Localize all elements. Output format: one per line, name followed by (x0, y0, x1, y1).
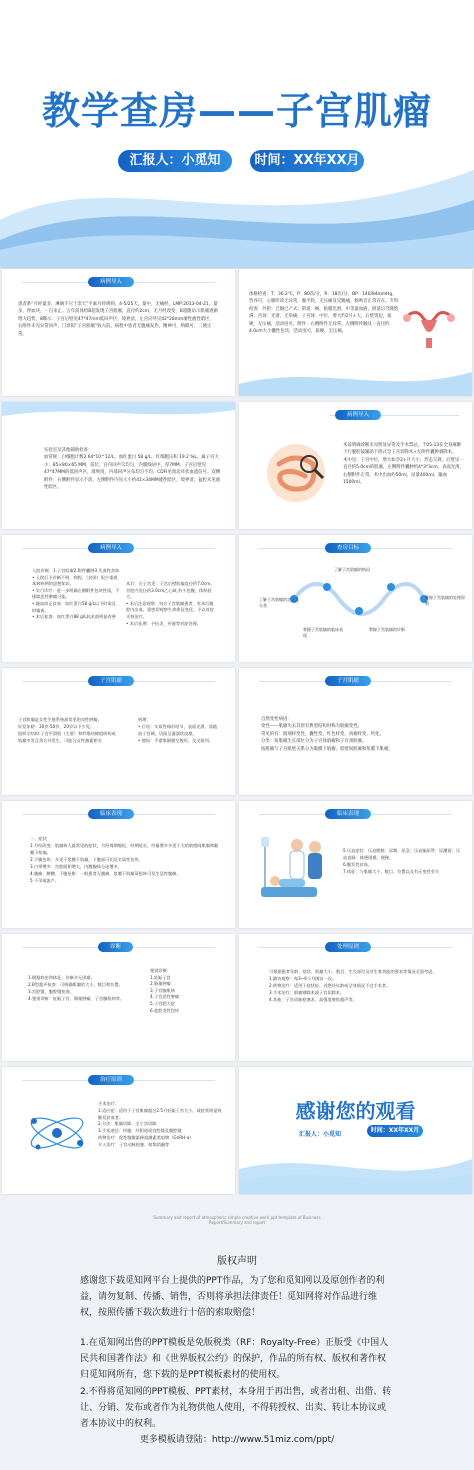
section-tag: 查房目标 (325, 543, 371, 553)
wave-decoration (0, 150, 474, 268)
slide-body: 可根据患者年龄、症状、肌瘤大小、数目、生长部位及对生育功能的要求等情况全面考虑。 1.随访观察：每3~6个月随访一次。 2.药物治疗：适用于症状轻、近绝经年龄或全身情况不宜手术者。 3.手术治疗：肌瘤剔除术或子宫切除术。 4.其他：子宫动脉栓塞术、高强度聚焦超声等。 (269, 969, 437, 1002)
slide-case-intro-3 (2, 535, 235, 662)
slide-treatment-principle (239, 934, 472, 1061)
slide-body-right: 鉴别诊断： 1.妊娠子宫 2.卵巢肿瘤 3.子宫腺肌病 4.子宫恶性肿瘤 5.子宫肥大症 6.盆腔炎性包块 (150, 968, 180, 1013)
slide-body-left: 1.根据病史和体征，诊断多无困难。 2.B型超声检查：可明确肌瘤的大小、数目和位置。 3.宫腔镜、腹腔镜检查。 4.鉴别诊断：妊娠子宫、卵巢肿瘤、子宫腺肌病等。 (28, 975, 125, 1001)
slide-body: 手术治疗： 1.适应症：适用于子宫肌瘤超过2.5月妊娠子宫大小，或症状明显致继发贫血者。 2.方法：肌瘤切除、全子宫切除 3.手术途径：经腹、经阴道或宫腔镜及腹腔镜 药物治疗：促性腺激素释放激素类似物（GnRH-a） 介入治疗：子宫动脉栓塞、射频消融等 (98, 1101, 222, 1147)
copyright-p2: 1.在觅知网出售的PPT模板是免版税类（RF：Royalty-Free）正版受《中国人民共和国著作法》和《世界版权公约》的保护，作品的所有权、版权和著作权归觅知网所有，您下载的是PPT模板素材的使用权。 (80, 1338, 389, 1380)
slide-body-right: 术后：左子宫见：子宫后壁肌瘤直径约7.0cm,宫腔内见径约3.0cm乙心缺,有小包膜，体积较大。 • 术后注意观察：符合子宫肌瘤患者，有术后腹腔内出血，需密切观察生命体征变化。予以对症支持治疗。 • 术后处理：予抗炎、补液等对症处理。 (126, 581, 214, 626)
wave-decoration (239, 364, 472, 396)
section-tag: 病例导入 (88, 543, 134, 553)
slide-exam (239, 269, 472, 396)
molecule-icon (24, 1103, 90, 1163)
wave-decoration (2, 402, 235, 422)
cover-slide (0, 0, 474, 268)
uterus-icon (399, 304, 459, 354)
thanks-time-pill: 时间：XX年XX月 (367, 1125, 423, 1137)
section-tag: 诊断 (98, 942, 133, 952)
section-tag: 处理原则 (325, 942, 371, 952)
doctor-patient-icon (257, 831, 333, 911)
slide-case-intro-2 (239, 402, 472, 529)
objective-5: 掌握子宫肌瘤的处理原则 (425, 595, 465, 606)
slide-therapy (2, 1067, 235, 1194)
objective-4: 掌握子宫肌瘤的诊断 (369, 627, 405, 632)
slide-objectives (239, 535, 472, 662)
copyright-title: 版权声明 (217, 1256, 257, 1267)
slide-fibroid-1 (2, 668, 235, 795)
slide-body-right: 病理： • 巨检：实质性球形结节，表面光滑，质地较子宫硬，切面呈漩涡状纹理。 • 镜检：平滑肌细胞呈梭形，交叉排列。 (138, 717, 218, 743)
section-tag: 临床表现 (88, 809, 134, 819)
slide-clinical-1 (2, 801, 235, 928)
section-tag: 病例导入 (88, 277, 134, 287)
section-tag: 临床表现 (325, 809, 371, 819)
slide-body: 自然变性病因： 变性——肌瘤失去其原有典型结构时称为肌瘤变性。 常见的有：玻璃样变性，囊性变，红色样变，肉瘤样变，钙化。 分类：按肌瘤生长部位分为子宫体肌瘤和子宫颈肌瘤。 按肌瘤与子宫肌壁关系分为黏膜下肌瘤、肌壁间肌瘤和浆膜下肌瘤。 (261, 717, 393, 752)
slide-fibroid-2 (239, 668, 472, 795)
section-tag: 子宫肌瘤 (88, 676, 134, 686)
objective-2: 了解子宫肌瘤的病因 (334, 567, 370, 572)
objectives-path (289, 579, 429, 619)
slide-diagnosis (2, 934, 235, 1061)
slide-body-left: 入院诊断：1.子宫肌瘤2.附件囊肿3.失血性贫血 • 入院后予诊断不明，病程、（贫困）很少重视本病病例的思想知识。 • 实行诊疗：进一步明确左侧附件包块性质，不排除恶性肿瘤可能。 • 输血纠正贫血：血红蛋白58 g/L以下时需及时输血。 • 术后复查：血红蛋白88 g/L较术前明显改善 (32, 568, 120, 620)
slide-body-left: 子宫肌瘤是女性生殖系统最常见的良性肿瘤。 好发年龄：30岁-50岁，20岁以下少见。 组织学结构:子宫平滑肌（主要）和纤维结缔组织构成 肌瘤多发且常合并发生，可能与女性激素相关 (18, 717, 116, 743)
more-templates-link[interactable]: 更多模板请登陆：http://www.51miz.com/ppt/ (139, 1435, 335, 1445)
slide-body: 体格检查：T：36.2℃，P：80次/分，R：18次/分，BP：140/84mmHg，营养可，心肺听诊无异常，腹平软，无压痛及反跳痛，肠鸣音正常存在。专科检查：外阴：已婚已产式；阴道：畅，粘膜光滑，中等量血液，阴道后穹隆饱满；宫颈：光滑，无举痛，子宫体：中位，增大约2月+大，后壁突起，质硬，无压痛，活动度可。附件：右侧附件无异常，左侧附件触及一直径约4.0cm大小囊性包块，活动度可，质硬，无压痛。 (249, 292, 399, 335)
cover-title: 教学查房——子宫肌瘤 (41, 89, 432, 133)
section-tag: 子宫肌瘤 (325, 676, 371, 686)
thanks-reporter: 汇报人：小觅知 (299, 1131, 342, 1138)
slide-body: 术前明确诊断未见明显异常及手术禁忌，于05-13在全身麻醉下行腹腔镜辅助下阴式全子宫切除术+左附件囊肿剥除术。 术中见：子宫中位，增大如孕2+月大小，形态欠规，后壁见一直径约5.0cm的肌瘤，左侧附件囊肿约4*3*3cm，表面光滑，右侧附件正常。术中出血约50ml，尿量400ml，输血1500ml。 (343, 443, 464, 486)
intestine-icon (265, 442, 327, 504)
copyright-p1: 感谢您下载觅知网平台上提供的PPT作品，为了您和觅知网以及原创作者的利益，请勿复制、传播、销售，否则将承担法律责任！觅知网将对作品进行维权，按照传播下载次数进行十倍的索取赔偿！ (80, 1276, 385, 1318)
slide-body: 5.压迫症状：压迫膀胱：尿频、尿急；压迫输尿管：尿潴留；压迫直肠：排便困难、便秘。 6.继发性贫血。 7.体征：与肌瘤大小、数目、位置以及有无变性有关 (343, 848, 461, 874)
copyright-p3: 2.不得将觅知网的PPT模板、PPT素材，本身用于再出售，或者出租、出借、转让、分销、发布或者作为礼物供他人使用，不得转授权、出卖、转让本协议或者本协议中的权利。 (80, 1387, 392, 1429)
wave-decoration (239, 1149, 472, 1194)
section-tag: 治疗原则 (88, 1075, 134, 1085)
slide-case-intro-1 (2, 269, 235, 396)
reporter-pill: 汇报人：小觅知 (118, 150, 232, 172)
slide-clinical-2 (239, 801, 472, 928)
section-tag: 病例导入 (335, 410, 381, 420)
slide-body: 患者系“月经量多、淋漓不尽十余天”平素月经规则，4-5/25天，量中，无痛经，LMP:2013-04-21，量多，伴血块，一百来止。五年前体检B超发现子宫肌瘤，直径约2cm，无月经改变，B超随访示肌瘤逐渐增大趋势，8顺示：子宫后壁见47*47mm低回声区，境界清，左宫向外见42*28mm屡性液性暗区，右附件未见异常回声。门诊拟“子宫肌瘤”收入院，病程中患者无腹痛发热，精神可，纳眠可，二便正常。 (18, 302, 218, 337)
slide-body: 实验室及其他辅助检查： 血常规：白细胞计数2.64*10^12/L，血红蛋白 58 g/L，红细胞压积 19.2 %L，属子宫大小：85×80×65 MM，前位，宫内回声欠均匀，内膜线居中，厚7MM，子宫后壁见47*47MM的低回声区，境界清，内部回声分布均匀不均，CDFI见周边环状血流信号。双侧附件：右侧附件显示不清，左侧附件内见大小约41×34MM液性暗区，境界清，盆腔未见液性暗区。 (44, 448, 221, 491)
objective-1: 了解子宫肌瘤的定义及分类 (259, 597, 299, 608)
slide-thanks (239, 1067, 472, 1194)
objective-3: 掌握子宫肌瘤的临床表现 (303, 627, 343, 638)
thanks-title: 感谢您的观看 (295, 1099, 416, 1123)
time-pill: 时间：XX年XX月 (250, 150, 364, 172)
slide-lab (2, 402, 235, 529)
footer-en: Summary and report of atmospheric simple creative work ppt template of Business Report/Summary and report (153, 1215, 321, 1225)
slide-body: 一、症状 1.月经改变：肌瘤病人最常见的症状，月经周期缩短、经期延长、经量增多多见于大的肌壁间肌瘤和黏膜下肌瘤。 2.下腹包块：多见于浆膜下肌瘤，下腹部可扪及实质性包块。 3.白带增多：宫腔面积增大，内膜腺体分泌增多。 4.腹痛、腰酸、下腹坠胀：一般患者无腹痛，浆膜下肌瘤蒂扭转可发生急性腹痛。 5.不孕或流产。 (30, 836, 219, 883)
